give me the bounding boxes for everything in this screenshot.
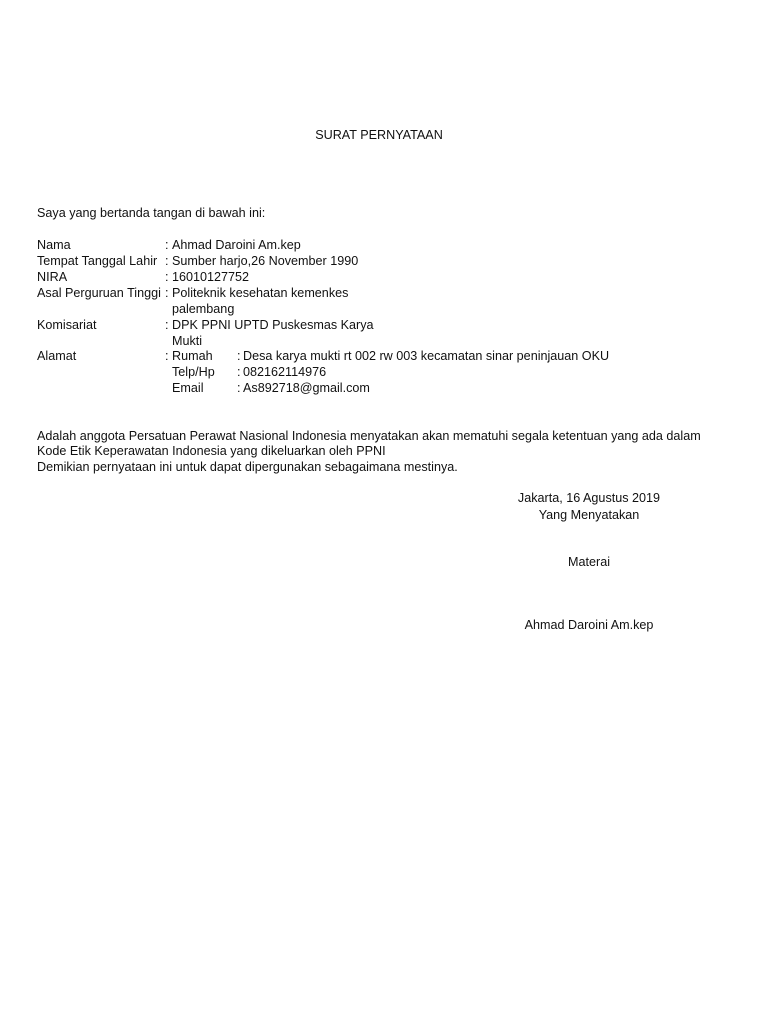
field-value-perguruan-line2: palembang: [172, 302, 235, 316]
paragraph-line: Demikian pernyataan ini untuk dapat dipergunakan sebagaimana mestinya.: [37, 460, 458, 474]
signature-name: Ahmad Daroini Am.kep: [524, 618, 654, 632]
field-label-nira: NIRA: [37, 270, 68, 284]
address-colon: :: [237, 381, 241, 395]
address-label-rumah: Rumah: [172, 349, 213, 363]
field-label-komisariat: Komisariat: [37, 318, 97, 332]
field-colon: :: [165, 270, 169, 284]
address-label-email: Email: [172, 381, 204, 395]
field-colon: :: [165, 254, 169, 268]
field-colon: :: [165, 349, 169, 363]
field-value-nira: 16010127752: [172, 270, 250, 284]
field-label-alamat: Alamat: [37, 349, 77, 363]
field-label-nama: Nama: [37, 238, 71, 252]
field-value-ttl: Sumber harjo,26 November 1990: [172, 254, 359, 268]
address-colon: :: [237, 365, 241, 379]
address-label-telp: Telp/Hp: [172, 365, 215, 379]
signature-role: Yang Menyatakan: [538, 508, 640, 522]
address-value-telp: 082162114976: [243, 365, 327, 379]
field-colon: :: [165, 238, 169, 252]
address-value-email: As892718@gmail.com: [243, 381, 370, 395]
intro-text: Saya yang bertanda tangan di bawah ini:: [37, 206, 266, 220]
paragraph-line: Adalah anggota Persatuan Perawat Nasional Indonesia menyatakan akan mematuhi segala ketentuan yang ada dalam: [37, 429, 701, 443]
address-colon: :: [237, 349, 241, 363]
signature-stamp: Materai: [568, 555, 610, 569]
field-colon: :: [165, 286, 169, 300]
document-title: SURAT PERNYATAAN: [315, 128, 443, 142]
address-value-rumah: Desa karya mukti rt 002 rw 003 kecamatan sinar peninjauan OKU: [243, 349, 610, 363]
field-value-komisariat: DPK PPNI UPTD Puskesmas Karya: [172, 318, 374, 332]
signature-place-date: Jakarta, 16 Agustus 2019: [517, 491, 661, 505]
paragraph-line: Kode Etik Keperawatan Indonesia yang dikeluarkan oleh PPNI: [37, 444, 386, 458]
field-label-perguruan: Asal Perguruan Tinggi: [37, 286, 161, 300]
field-label-ttl: Tempat Tanggal Lahir: [37, 254, 158, 268]
field-value-nama: Ahmad Daroini Am.kep: [172, 238, 301, 252]
field-value-perguruan: Politeknik kesehatan kemenkes: [172, 286, 349, 300]
field-colon: :: [165, 318, 169, 332]
field-value-komisariat-line2: Mukti: [172, 334, 203, 348]
